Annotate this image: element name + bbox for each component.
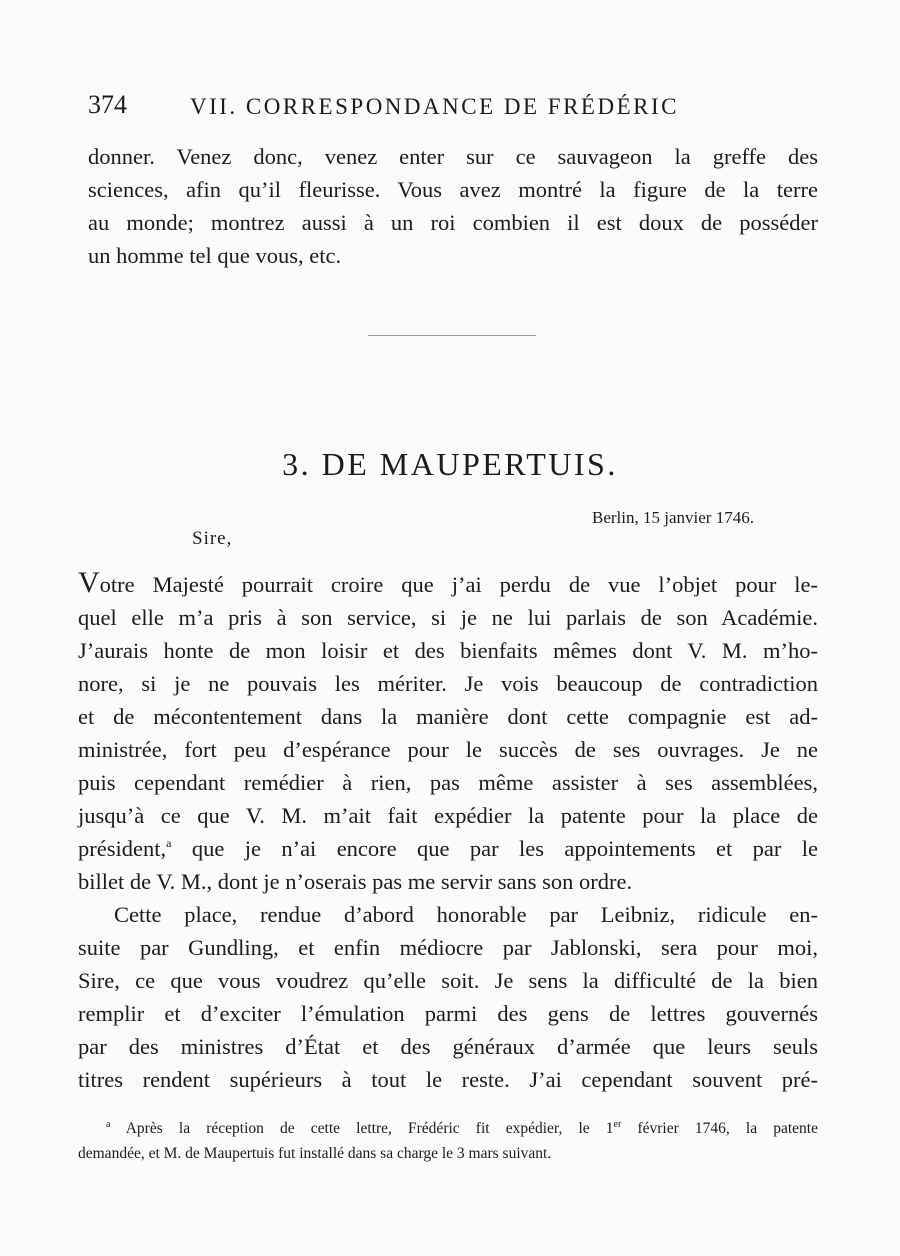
running-title: VII. CORRESPONDANCE DE FRÉDÉRIC xyxy=(190,94,679,119)
drop-cap: V xyxy=(78,566,100,599)
ordinal-superscript: er xyxy=(613,1119,622,1130)
text-fragment: que je n’ai encore que par les appointements et par le xyxy=(171,836,818,861)
letter-body xyxy=(78,568,818,1096)
text-line xyxy=(78,832,818,865)
text-line: quel elle m’a pris à son service, si je ne lui parlais de son Académie. xyxy=(78,605,818,630)
text-line: remplir et d’exciter l’émulation parmi des gens de lettres gouvernés xyxy=(78,1001,818,1026)
text-line: J’aurais honte de mon loisir et des bienfaits mêmes dont V. M. m’ho- xyxy=(78,638,818,663)
salutation: Sire, xyxy=(192,528,233,549)
footnote xyxy=(78,1116,818,1166)
text-line: Sire, ce que vous voudrez qu’elle soit. Je sens la difficulté de la bien xyxy=(78,968,818,993)
text-line: un homme tel que vous, etc. xyxy=(88,243,342,268)
text-line: par des ministres d’État et des généraux d’armée que leurs seuls xyxy=(78,1034,818,1059)
text-line: donner. Venez donc, venez enter sur ce sauvageon la greffe des xyxy=(88,144,818,169)
text-line: Cette place, rendue d’abord honorable par Leibniz, ridicule en- xyxy=(114,902,818,927)
text-line: puis cependant remédier à rien, pas même assister à ses assemblées, xyxy=(78,770,818,795)
text-line: jusqu’à ce que V. M. m’ait fait expédier la patente pour la place de xyxy=(78,803,818,828)
text-line: suite par Gundling, et enfin médiocre par Jablonski, sera pour moi, xyxy=(78,935,818,960)
text-fragment: président, xyxy=(78,836,167,861)
previous-letter-ending xyxy=(88,140,818,272)
text-line: sciences, afin qu’il fleurisse. Vous avez montré la figure de la terre xyxy=(88,177,818,202)
text-fragment: otre Majesté pourrait croire que j’ai perdu de vue l’objet pour le- xyxy=(99,572,818,597)
page-number: 374 xyxy=(88,90,127,119)
footnote-line xyxy=(78,1116,818,1141)
text-line: et de mécontentement dans la manière dont cette compagnie est ad- xyxy=(78,704,818,729)
text-line: au monde; montrez aussi à un roi combien il est doux de posséder xyxy=(88,210,818,235)
text-line: titres rendent supérieurs à tout le reste. J’ai cependant souvent pré- xyxy=(78,1067,818,1092)
footnote-line: demandée, et M. de Maupertuis fut installé dans sa charge le 3 mars suivant. xyxy=(78,1145,552,1162)
section-title: 3. DE MAUPERTUIS. xyxy=(282,446,618,482)
text-line: billet de V. M., dont je n’oserais pas me servir sans son ordre. xyxy=(78,869,633,894)
dateline: Berlin, 15 janvier 1746. xyxy=(592,508,754,527)
text-fragment: Après la réception de cette lettre, Frédéric fit expédier, le 1 xyxy=(110,1120,614,1137)
text-line xyxy=(78,568,818,601)
running-head xyxy=(88,90,818,126)
text-fragment: février 1746, la patente xyxy=(621,1120,818,1137)
footnote-mark: a xyxy=(106,1119,111,1130)
section-separator xyxy=(368,335,536,336)
text-line: nore, si je ne pouvais les mériter. Je vois beaucoup de contradiction xyxy=(78,671,818,696)
text-line: ministrée, fort peu d’espérance pour le succès de ses ouvrages. Je ne xyxy=(78,737,818,762)
footnote-reference: a xyxy=(166,836,172,850)
